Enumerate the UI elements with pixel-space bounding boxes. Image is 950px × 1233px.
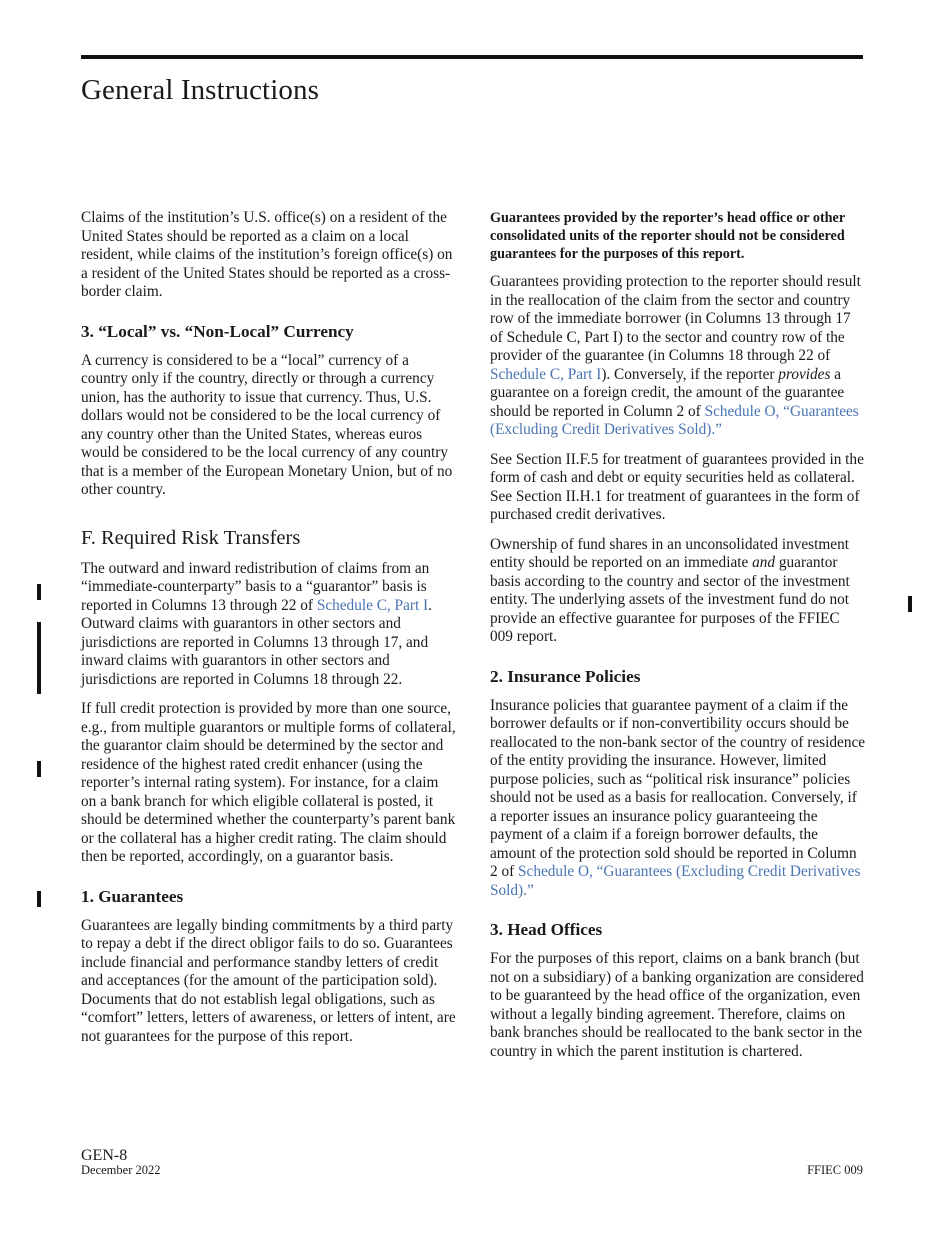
- change-bar: [37, 761, 41, 777]
- heading-risk-transfers: F. Required Risk Transfers: [81, 526, 301, 549]
- page-date: December 2022: [81, 1163, 161, 1177]
- paragraph-risk-transfers: The outward and inward redistribution of claims from an “immediate-counterparty” basis to a “guarantor” basis is reported in Columns 13 through 22 of Schedule C, Part I. Outward claims with guarantors in other sectors and jurisdictions are reported in Columns 13 through 17, and inward claims with guarantors in other sectors and jurisdictions are reported in Columns 18 through 22.: [81, 559, 432, 688]
- paragraph-full-protection: If full credit protection is provided by more than one source, e.g., from multiple guarantors or multiple forms of collateral, the guarantor claim should be determined by the sector and residence of the highest rated credit enhancer (using the reporter’s internal rating system). For instance, for a claim on a bank branch for which eligible collateral is posted, it should be determined whether the counterparty’s parent bank or the collateral has a higher credit rating. The claim should then be reported, accordingly, on a guarantor basis.: [81, 700, 456, 865]
- change-bar: [37, 584, 41, 600]
- page-number: GEN-8: [81, 1147, 128, 1164]
- paragraph-protection: Guarantees providing protection to the reporter should result in the reallocation of the claim from the sector and country row of the immediate borrower (in Columns 13 through 17 of Schedule C, Part I) to the sector and country row of the provider of the guarantee (in Columns 18 through 22 of Schedule C, Part I). Conversely, if the reporter provides a guarantee on a foreign credit, the amount of the guarantee should be reported in Column 2 of Schedule O, “Guarantees (Excluding Credit Derivatives Sold).”: [490, 273, 861, 438]
- heading-guarantees: 1. Guarantees: [81, 886, 184, 906]
- change-bar: [37, 622, 41, 694]
- schedule-o-link[interactable]: Schedule O, “Guarantees (Excluding Credit Derivatives Sold).”: [490, 402, 859, 438]
- heading-local-currency: 3. “Local” vs. “Non-Local” Currency: [81, 321, 354, 341]
- paragraph-fund-ownership: Ownership of fund shares in an unconsolidated investment entity should be reported on an immediate and guarantor basis according to the country and sector of the investment entity. The underlying assets of the investment fund do not provide an effective guarantee for purposes of the FFIEC 009 report.: [490, 535, 850, 645]
- page-title: General Instructions: [81, 74, 319, 106]
- change-bar: [37, 891, 41, 907]
- heading-insurance: 2. Insurance Policies: [490, 666, 641, 686]
- paragraph-head-offices: For the purposes of this report, claims on a bank branch (but not on a subsidiary) of a banking organization are considered to be guaranteed by the head office of the organization, even without a legally binding agreement. Therefore, claims on bank branches should be reallocated to the bank sector in the country in which the parent institution is chartered.: [490, 950, 864, 1060]
- schedule-c-link[interactable]: Schedule C, Part I: [316, 596, 429, 614]
- right-column: [490, 209, 866, 1072]
- left-column: [81, 209, 457, 1057]
- bold-note: Guarantees provided by the reporter’s head office or other consolidated units of the reporter should not be considered guarantees for the purposes of this report.: [490, 210, 845, 262]
- paragraph-local-currency: A currency is considered to be a “local” currency of a country only if the country, directly or through a currency union, has the authority to issue that currency. Thus, U.S. dollars would not be considered to be the local currency of any country other than the United States, whereas euros would be considered to be the local currency of any country that is a member of the European Monetary Union, but of no other country.: [81, 351, 453, 498]
- form-id: FFIEC 009: [807, 1163, 863, 1177]
- paragraph-see-section: See Section II.F.5 for treatment of guarantees provided in the form of cash and debt or equity securities held as collateral. See Section II.H.1 for treatment of guarantees in the form of purchased credit derivatives.: [490, 450, 864, 523]
- schedule-c-link[interactable]: Schedule C, Part I: [490, 365, 602, 383]
- heading-head-offices: 3. Head Offices: [490, 920, 603, 939]
- paragraph-local-resident: Claims of the institution’s U.S. office(s) on a resident of the United States should be reported as a claim on a local resident, while claims of the institution’s foreign office(s) on a resident of the United States should be reported as a cross-border claim.: [81, 209, 453, 300]
- change-bar: [908, 596, 912, 612]
- paragraph-insurance: Insurance policies that guarantee payment of a claim if the borrower defaults or if non-convertibility occurs should be reallocated to the non-bank sector of the country of residence of the entity providing the insurance. However, limited purpose policies, such as “political risk insurance” policies should not be used as a basis for reallocation. Conversely, if a reporter issues an insurance policy guaranteeing the payment of a claim if a foreign borrower defaults, the amount of the protection sold should be reported in Column 2 of Schedule O, “Guarantees (Excluding Credit Derivatives Sold).”: [490, 696, 866, 899]
- top-rule: [81, 55, 863, 59]
- paragraph-guarantees: Guarantees are legally binding commitments by a third party to repay a debt if the direct obligor fails to do so. Guarantees include financial and performance standby letters of credit and acceptances (for the amount of the participation sold). Documents that do not establish legal obligations, such as “comfort” letters, letters of awareness, or letters of intent, are not guarantees for the purpose of this report.: [81, 916, 456, 1045]
- schedule-o-link[interactable]: Schedule O, “Guarantees (Excluding Credit Derivatives Sold).”: [490, 863, 861, 899]
